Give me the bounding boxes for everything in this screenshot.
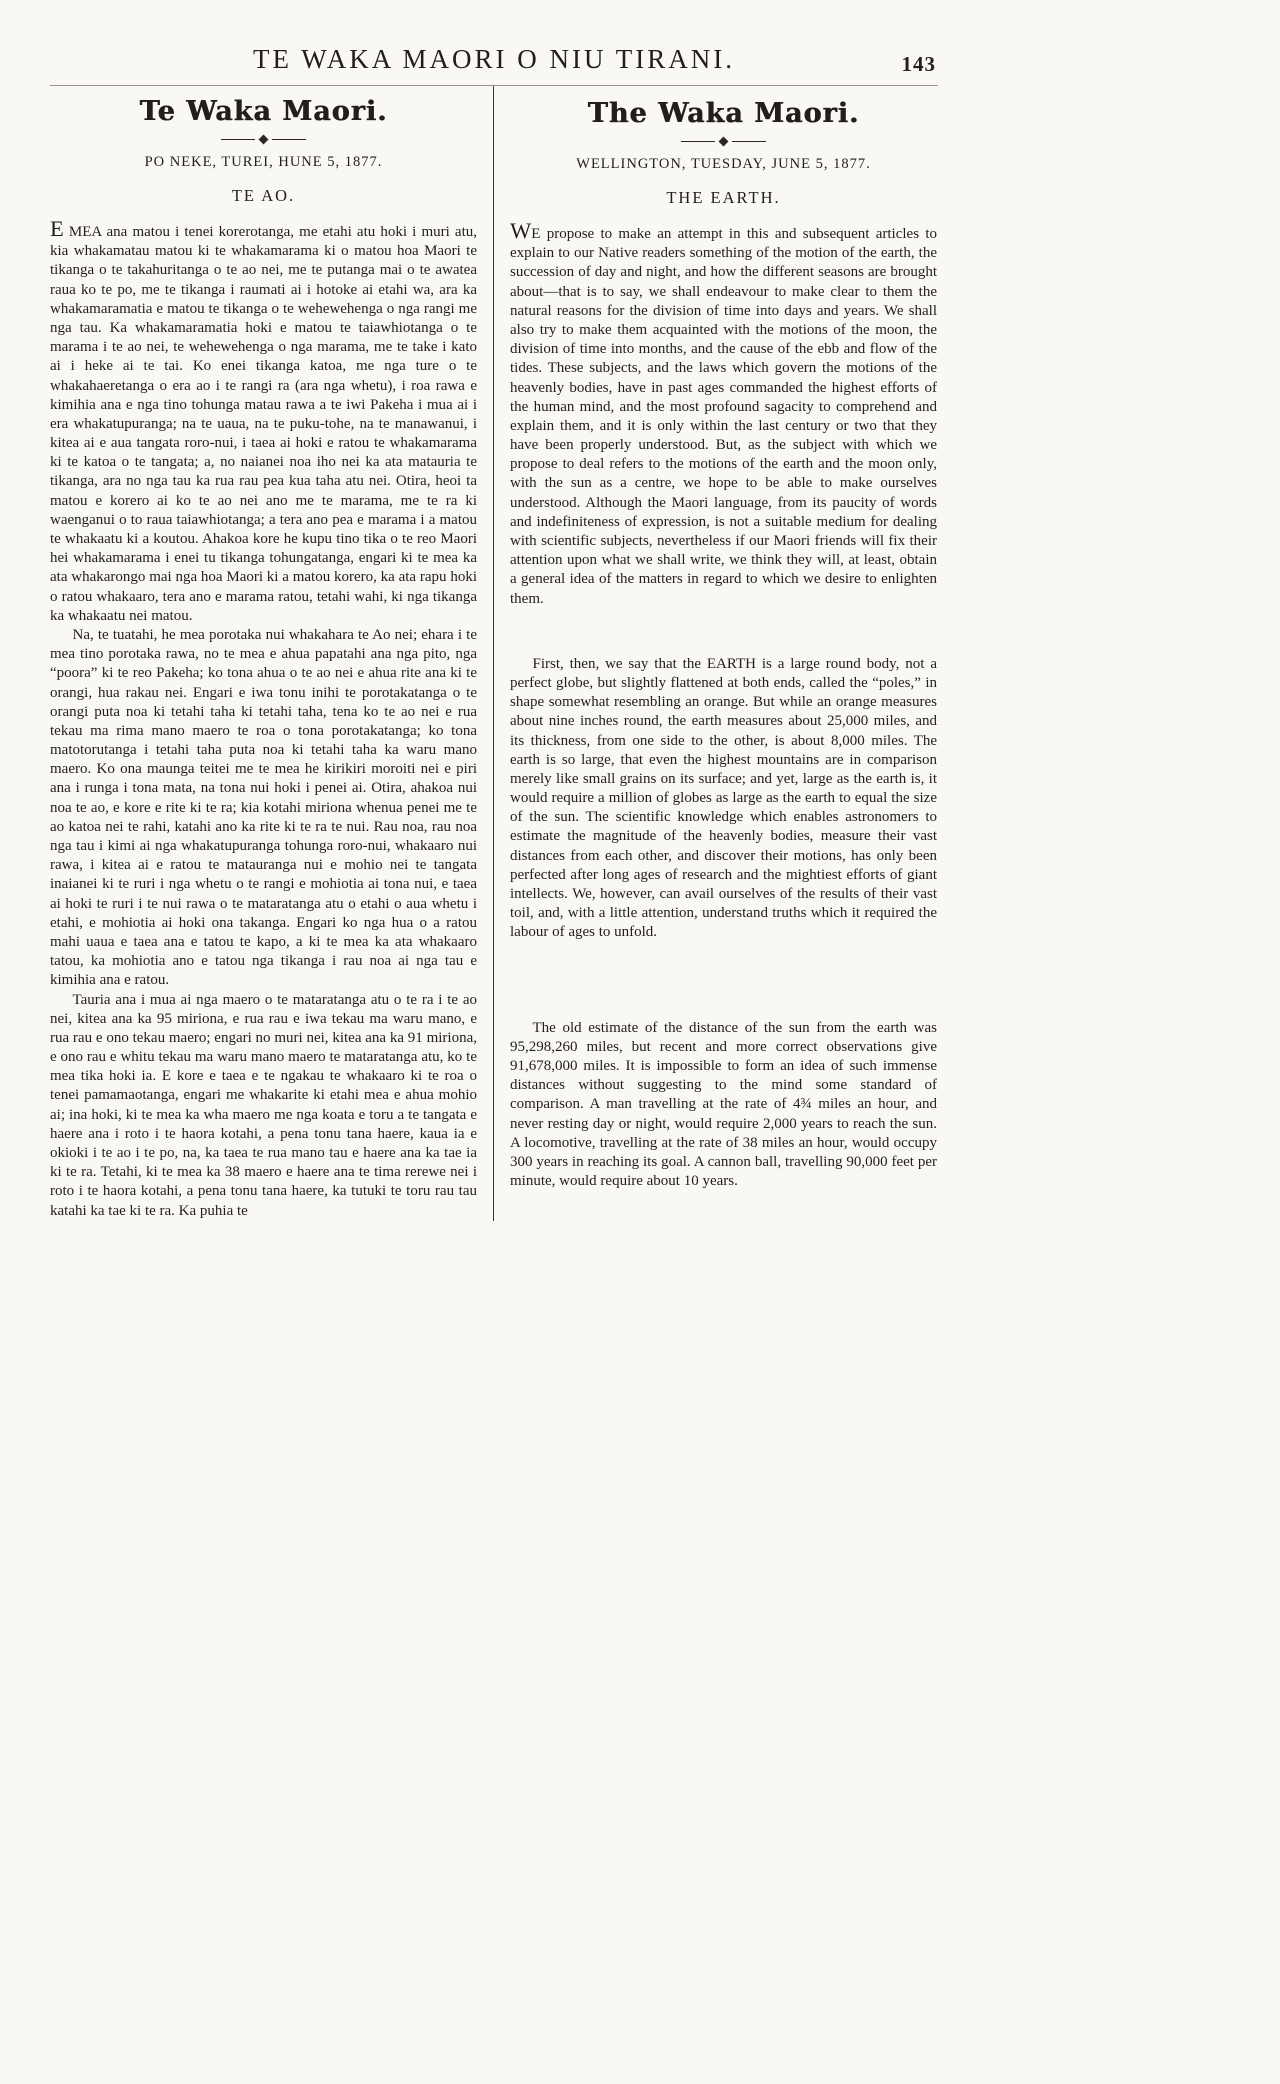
diamond-icon [719, 137, 729, 147]
ornament-line [681, 141, 715, 142]
english-column [494, 86, 937, 1221]
maori-masthead: Te Waka Maori. [139, 96, 388, 127]
ornament-line [221, 139, 255, 140]
english-paragraph: WE propose to make an attempt in this and subsequent articles to explain to our Native readers something of the motion of the earth, the succession of day and night, and how the different seasons are brought about—that is to say, we shall endeavour to make clear to them the natural reasons for the division of time into days and years. We shall also try to make them acquainted with the motions of the moon, the division of time into months, and the cause of the ebb and flow of the tides. These subjects, and the laws which govern the motions of the heavenly bodies, have in past ages commanded the highest efforts of the human mind, and the most profound sagacity to comprehend and explain them, and it is only within the last century or two that they have been properly understood. But, as the subject with which we propose to deal refers to the motions of the earth and the moon only, with the sun as a centre, we hope to be able to make ourselves understood. Although the Maori language, from its paucity of words and indefiniteness of expression, is not a suitable medium for dealing with scientific subjects, nevertheless if our Maori friends will fix their attention upon what we shall write, we think they will, at least, obtain a general idea of the matters in regard to which we desire to enlighten them. [510, 218, 937, 607]
english-masthead: The Waka Maori. [587, 98, 860, 129]
masthead-ornament [50, 136, 477, 143]
page-header [50, 44, 938, 86]
ornament-line [732, 141, 766, 142]
english-dateline: WELLINGTON, TUESDAY, JUNE 5, 1877. [576, 156, 871, 172]
english-article-heading: THE EARTH. [666, 188, 781, 207]
page-number: 143 [901, 52, 936, 76]
maori-paragraph: Tauria ana i mua ai nga maero o te mataratanga atu o te ra i te ao nei, kitea ana ka 95 miriona, e rua rau e iwa tekau ma waru mano, e rua rau e ono tekau maero; engari no muri nei, kitea ana ka 91 miriona, e ono rau e whitu tekau ma waru mano maero te mataratanga atu, ko te mea tika hoki ia. E kore e taea e te ngakau te whakaaro ki te roa o tenei pamamaotanga, engari me whakarite ki etahi mea e ahua mohio ai; ina hoki, ki te mea ka wha maero me nga koata e toru a te tangata e haere ana i roto i te haora kotahi, a pena tonu tana haere, kaua ia e okioki i te ao i te po, na, ka taea te rua mano tau e haere ana ka tae ia ki te ra. Tetahi, ki te mea ka 38 maero e haere ana te tima rerewe nei i roto i te haora kotahi, a pena tonu tana haere, ka tutuki te toru rau tau katahi ka tae ki te ra. Ka puhia te [50, 991, 477, 1219]
english-article-body [510, 220, 937, 1191]
english-paragraph: First, then, we say that the EARTH is a large round body, not a perfect globe, but slightly flattened at both ends, called the “poles,” in shape somewhat resembling an orange. But while an orange measures about nine inches round, the earth measures about 25,000 miles, and its thickness, from one side to the other, is about 8,000 miles. The earth is so large, that even the highest mountains are in comparison merely like small grains on its surface; and yet, large as the earth is, it would require a million of globes as large as the earth to equal the size of the sun. The scientific knowledge which enables astronomers to estimate the magnitude of the heavenly bodies, measure their vast distances from each other, and discover their motions, has only been perfected after long ages of research and the mightiest efforts of giant intellects. We, however, can avail ourselves of the results of their vast toil, and, with a little attention, understand truths which it required the labour of ages to unfold. [510, 655, 937, 941]
columns [50, 86, 938, 1221]
ornament-line [272, 139, 306, 140]
maori-paragraph: Na, te tuatahi, he mea porotaka nui whakahara te Ao nei; ehara i te mea tino porotaka rawa, no te mea e ahua papatahi ana nga pito, nga “poora” ki te reo Pakeha; ko tona ahua o te ao nei e ahua rite ana ki te orangi, hua rakau nei. Engari e iwa tonu inihi te porotakatanga o te orangi puta noa ki tetahi taha ki tetahi taha, tena ko te ao nei e rua tekau ma rima mano maero te roa o tona porotakatanga; ko tona matotorutanga i tetahi taha puta noa ki tetahi taha ka waru mano maero. Ko ona maunga teitei me te mea he kirikiri moroiti nei e piri ana i runga i tona mata, na tona nui hoki i penei ai. Otira, ahakoa nui noa te ao, e kore e rite ki te ra; kia kotahi miriona whenua penei me te ao katoa nei te rahi, katahi ano ka rite ki te ra te nui. Rau noa, rau noa nga tau i kimi ai nga whakatupuranga tohunga roro-nui, whakaaro nui rawa, i kitea ai e ratou te matauranga nui e mohio nei te tangata inaianei ki te ruri i nga whetu o te rangi e mohiotia ai tona nui, e taea ai hoki te ruri i te nui rawa o te mataratanga atu o etahi o aua whetu i etahi, e mohiotia ai hoki ona takanga. Engari ko nga hua o a ratou mahi uaua e taea ana e tatou te kapo, a ki te mea ka ata whakaaro tatou, ka mohiotia ano e tatou nga tikanga i rau noa ai nga tau e kimihia ana e ratou. [50, 626, 477, 989]
maori-dateline: PO NEKE, TUREI, HUNE 5, 1877. [144, 154, 383, 170]
english-paragraph: The old estimate of the distance of the sun from the earth was 95,298,260 miles, but recent and more correct observations give 91,678,000 miles. It is impossible to form an idea of such immense distances without suggesting to the mind some standard of comparison. A man travelling at the rate of 4¾ miles an hour, and never resting day or night, would require 2,000 years to reach the sun. A locomotive, travelling at the rate of 38 miles an hour, would occupy 300 years in reaching its goal. A cannon ball, travelling 90,000 feet per minute, would require about 10 years. [510, 1019, 937, 1190]
maori-column [50, 86, 493, 1221]
maori-article-heading: TE AO. [231, 186, 296, 205]
masthead-ornament [510, 138, 937, 145]
page-title: TE WAKA MAORI O NIU TIRANI. [253, 44, 735, 74]
print-area [50, 0, 938, 1221]
diamond-icon [259, 135, 269, 145]
maori-paragraph: E MEA ana matou i tenei korerotanga, me etahi atu hoki i muri atu, kia whakamatau matou ki te whakamarama ki o matou hoa Maori te tikanga o te takahuritanga o te ao nei, me te putanga mai o te awatea raua ko te po, me te tikanga i raumati ai i hotoke ai etahi wa, ara ka whakamaramatia e matou te tikanga o te wehewehenga o nga rangi me nga tau. Ka whakamaramatia hoki e matou te taiawhiotanga o te marama i te ao nei, te wehewehenga o nga marama, me te take i kato ai i heke ai te tai. Ko enei tikanga katoa, me nga ture o te whakahaeretanga o era ao i te rangi ra (ara nga whetu), i roa rawa e kimihia ana e nga tino tohunga matau rawa a te iwi Pakeha i mua ai i era whakatupuranga; na te uaua, na te puku-tohe, na te manawanui, i kitea ai e aua tangata roro-nui, i taea ai hoki e ratou te whakamarama ki te katoa o te tangata; a, no naianei noa iho nei ka ata matauria te tikanga, ara no nga tau ka rua rau pea kua taha atu nei. Otira, heoi ta matou e korero ai ko te ao nei ano me te marama, me te ra ki waenganui o to raua taiawhiotanga; a tera ano pea e marama i a matou te whakaatu ki a koutou. Ahakoa kore he kupu tino tika o te reo Maori hei whakamarama i enei tu tikanga tohungatanga, engari ki te mea ka ata whakarongo mai nga hoa Maori ki a matou korero, ka ata rapu hoki o ratou whakaaro, tera ano e marama ratou, tetahi wahi, ki nga tikanga ka whakaatu nei matou. [50, 216, 477, 624]
maori-article-body [50, 218, 477, 1221]
